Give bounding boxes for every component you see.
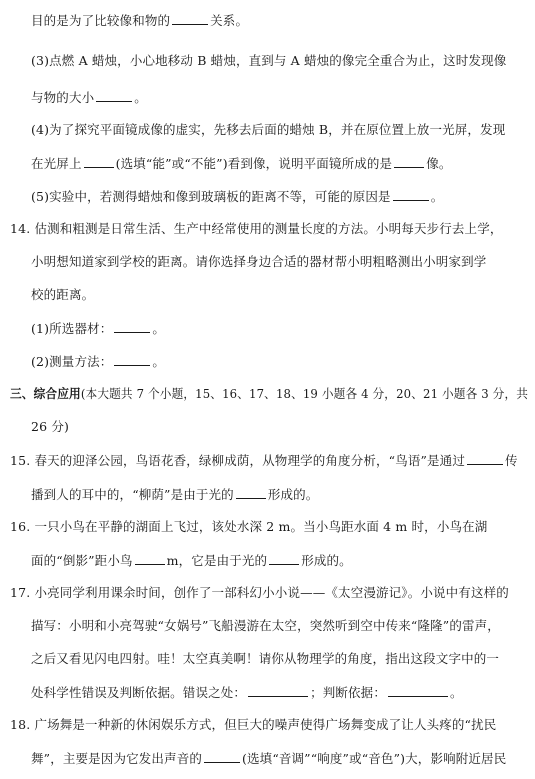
answer-blank[interactable] bbox=[467, 452, 503, 465]
text-line: 在光屏上 (选填“能”或“不能”)看到像，说明平面镜所成的是 像。 bbox=[31, 156, 452, 171]
text-line: 描写：小明和小亮驾驶“女娲号”飞船漫游在太空，突然听到空中传来“隆隆”的雷声， bbox=[31, 618, 500, 633]
question-16: 16. 一只小鸟在平静的湖面上飞过，该处水深 2 m。当小鸟距水面 4 m 时，小鸟在湖 bbox=[10, 519, 488, 534]
answer-blank[interactable] bbox=[236, 486, 266, 499]
answer-blank[interactable] bbox=[388, 684, 448, 697]
answer-blank[interactable] bbox=[394, 155, 424, 168]
section-title: 三、综合应用 bbox=[10, 386, 81, 401]
answer-blank[interactable] bbox=[114, 353, 150, 366]
text-line: 目的是为了比较像和物的 关系。 bbox=[31, 13, 249, 28]
text-line: (4)为了探究平面镜成像的虚实，先移去后面的蜡烛 B，并在原位置上放一光屏，发现 bbox=[31, 122, 506, 137]
text-line: 26 分) bbox=[31, 419, 70, 434]
text-line: (5)实验中，若测得蜡烛和像到玻璃板的距离不等，可能的原因是 。 bbox=[31, 189, 444, 204]
text-line: 面的“倒影”距小鸟 m，它是由于光的 形成的。 bbox=[31, 553, 352, 568]
answer-blank[interactable] bbox=[172, 12, 208, 25]
text-line: 舞”，主要是因为它发出声音的 (选填“音调”“响度”或“音色”)大，影响附近居民 bbox=[31, 751, 507, 766]
answer-blank[interactable] bbox=[393, 188, 429, 201]
answer-blank[interactable] bbox=[269, 552, 299, 565]
text-line: 处科学性错误及判断依据。错误之处： ；判断依据： 。 bbox=[31, 685, 463, 700]
answer-blank[interactable] bbox=[248, 684, 308, 697]
text-line: 小明想知道家到学校的距离。请你选择身边合适的器材帮小明粗略测出小明家到学 bbox=[31, 254, 487, 269]
answer-blank[interactable] bbox=[135, 552, 165, 565]
text-line: 与物的大小 。 bbox=[31, 90, 147, 105]
text-line: 校的距离。 bbox=[31, 287, 95, 302]
answer-blank[interactable] bbox=[96, 89, 132, 102]
text-line: (3)点燃 A 蜡烛，小心地移动 B 蜡烛，直到与 A 蜡烛的像完全重合为止，这时发现像 bbox=[31, 53, 507, 68]
section-heading: 三、综合应用(本大题共 7 个小题，15、16、17、18、19 小题各 4 分，20、21 小题各 3 分，共 bbox=[10, 386, 529, 401]
text-line: 播到人的耳中的，“柳荫”是由于光的 形成的。 bbox=[31, 487, 319, 502]
question-17: 17. 小亮同学利用课余时间，创作了一部科幻小小说——《太空漫游记》。小说中有这样的 bbox=[10, 585, 509, 600]
question-15: 15. 春天的迎泽公园，鸟语花香，绿柳成荫，从物理学的角度分析，“鸟语”是通过 传 bbox=[10, 453, 518, 468]
question-14: 14. 估测和粗测是日常生活、生产中经常使用的测量长度的方法。小明每天步行去上学， bbox=[10, 221, 503, 236]
text-line: (2)测量方法： 。 bbox=[31, 354, 166, 369]
answer-blank[interactable] bbox=[84, 155, 114, 168]
answer-blank[interactable] bbox=[204, 750, 240, 763]
question-18: 18. 广场舞是一种新的休闲娱乐方式，但巨大的噪声使得广场舞变成了让人头疼的“扰民 bbox=[10, 717, 497, 732]
text-line: (1)所选器材： 。 bbox=[31, 321, 166, 336]
text-line: 之后又看见闪电四射。哇！太空真美啊！请你从物理学的角度，指出这段文字中的一 bbox=[31, 651, 500, 666]
answer-blank[interactable] bbox=[114, 320, 150, 333]
